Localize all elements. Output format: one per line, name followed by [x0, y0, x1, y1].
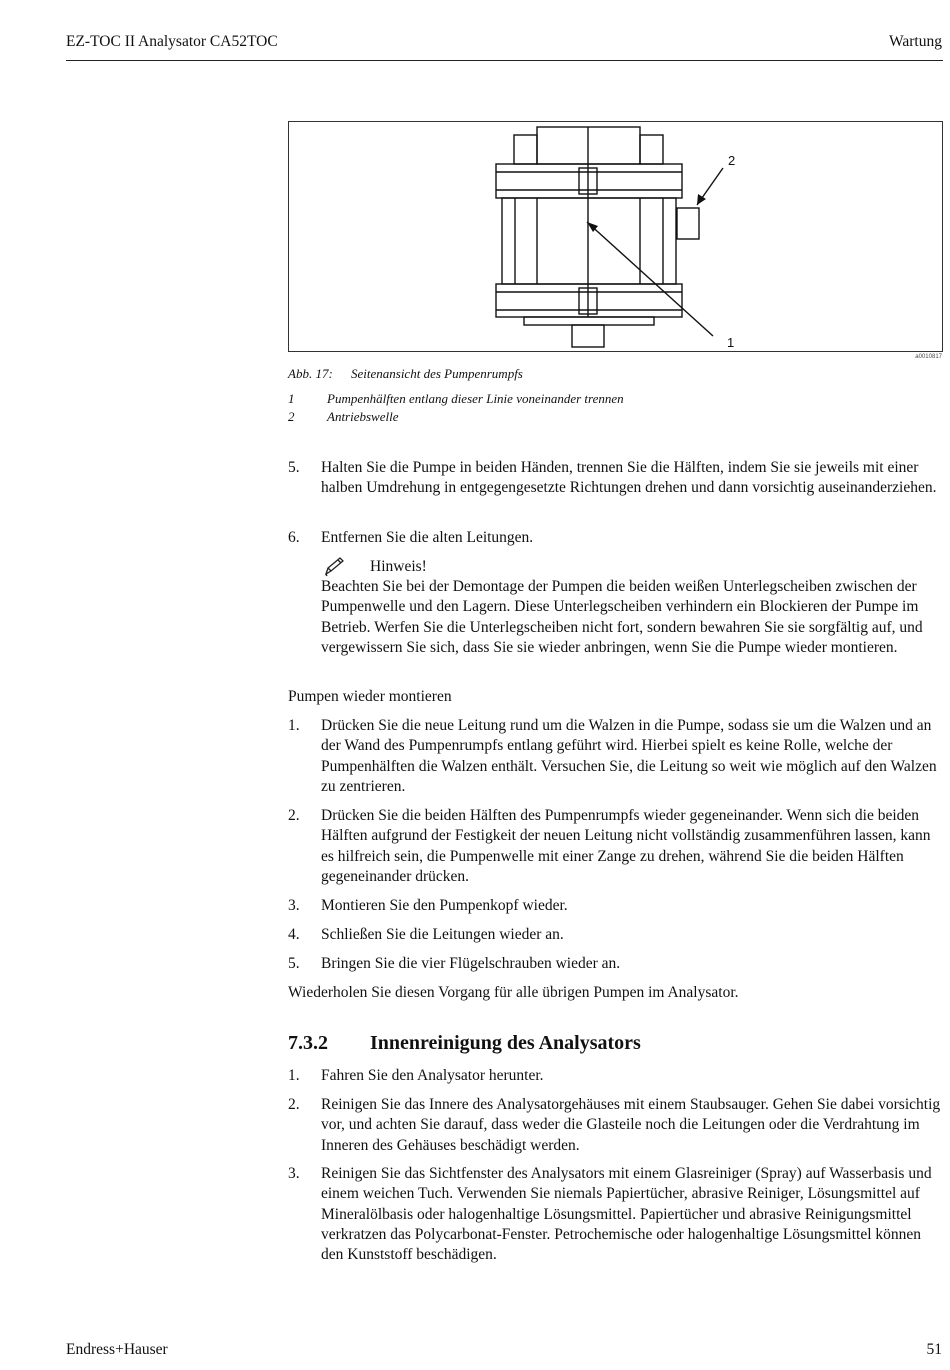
step-number: 2.	[288, 807, 300, 824]
legend-number: 1	[288, 391, 295, 406]
step-text: Fahren Sie den Analysator herunter.	[321, 1067, 544, 1084]
figure-caption-label: Abb. 17:	[288, 366, 333, 381]
step-number: 4.	[288, 926, 300, 943]
legend-number: 2	[288, 409, 295, 424]
step-number: 2.	[288, 1096, 300, 1113]
pump-side-view-drawing	[288, 121, 943, 352]
step-text: Halten Sie die Pumpe in beiden Händen, trennen Sie die Hälften, indem Sie sie jeweils mit einer halben Umdrehung in entgegengesetzte Richtungen drehen und dann vorsichtig auseinanderziehen.	[321, 459, 937, 497]
figure-frame	[288, 121, 943, 352]
step-number: 5.	[288, 955, 300, 972]
running-header-title: EZ-TOC II Analysator CA52TOC	[66, 33, 278, 50]
note-text: Beachten Sie bei der Demontage der Pumpen die beiden weißen Unterlegscheiben zwischen der Pumpenwelle und den Lagern. Diese Unterlegscheiben verhindern ein Blockieren der Pumpe im Betrieb. Werfen Sie die Unterlegscheiben nicht fort, sondern bewahren Sie sie sorgfältig auf, und vergewissern Sie sich, dass Sie sie wieder anbringen, wenn Sie die Pumpe wieder montieren.	[321, 578, 923, 656]
running-header-section: Wartung	[889, 33, 942, 50]
step-number: 5.	[288, 459, 300, 476]
step-text: Bringen Sie die vier Flügelschrauben wieder an.	[321, 955, 621, 972]
callout-1-label: 1	[727, 335, 735, 350]
step-text: Reinigen Sie das Innere des Analysatorgehäuses mit einem Staubsauger. Gehen Sie dabei vorsichtig vor, und achten Sie darauf, dass weder die Glasteile noch die Leitungen oder die Verdrahtung im Inneren des Gehäuses beschädigt werden.	[321, 1096, 941, 1154]
figure-id: a0010817	[915, 354, 942, 360]
step-number: 6.	[288, 529, 300, 546]
step-text: Drücken Sie die neue Leitung rund um die Walzen in die Pumpe, sodass sie um die Walzen und an der Wand des Pumpenrumpfs entlang geführt wird. Hierbei spielt es keine Rolle, welche der Pumpenhälften die Walzen enthält. Versuchen Sie, die Leitung so weit wie möglich auf den Walzen zu zentrieren.	[321, 717, 937, 795]
pencil-icon	[322, 555, 346, 579]
step-text: Montieren Sie den Pumpenkopf wieder.	[321, 897, 568, 914]
step-number: 1.	[288, 717, 300, 734]
step-number: 1.	[288, 1067, 300, 1084]
footer-brand: Endress+Hauser	[66, 1341, 168, 1358]
page-number: 51	[926, 1341, 942, 1358]
subsection-title: Pumpen wieder montieren	[288, 688, 452, 705]
step-number: 3.	[288, 1165, 300, 1182]
step-text: Schließen Sie die Leitungen wieder an.	[321, 926, 564, 943]
section-title: Innenreinigung des Analysators	[370, 1032, 641, 1054]
step-number: 3.	[288, 897, 300, 914]
figure-caption-text: Seitenansicht des Pumpenrumpfs	[351, 366, 523, 381]
section-number: 7.3.2	[288, 1032, 328, 1054]
legend-text: Pumpenhälften entlang dieser Linie voneinander trennen	[327, 391, 624, 406]
note-title: Hinweis!	[370, 558, 427, 575]
step-text: Reinigen Sie das Sichtfenster des Analysators mit einem Glasreiniger (Spray) auf Wasserbasis und einem weichen Tuch. Verwenden Sie niemals Papiertücher, abrasive Reiniger, Lösungsmittel auf Mineralölbasis oder halogenhaltige Lösungsmittel. Papiertücher und abrasive Reinigungsmittel verkratzen das Polycarbonat-Fenster. Petrochemische oder halogenhaltige Lösungsmittel können den Kunststoff beschädigen.	[321, 1165, 932, 1264]
legend-text: Antriebswelle	[327, 409, 399, 424]
closing-text: Wiederholen Sie diesen Vorgang für alle übrigen Pumpen im Analysator.	[288, 984, 739, 1001]
step-text: Drücken Sie die beiden Hälften des Pumpenrumpfs wieder gegeneinander. Wenn sich die beiden Hälften aufgrund der Festigkeit der neuen Leitung nicht vollständig zusammenführen lassen, kann es hilfreich sein, die Pumpenwelle mit einer Zange zu drehen, während Sie die beiden Hälften gegeneinander drücken.	[321, 807, 931, 885]
step-text: Entfernen Sie die alten Leitungen.	[321, 529, 534, 546]
callout-2-label: 2	[728, 153, 736, 168]
header-rule	[66, 60, 943, 61]
